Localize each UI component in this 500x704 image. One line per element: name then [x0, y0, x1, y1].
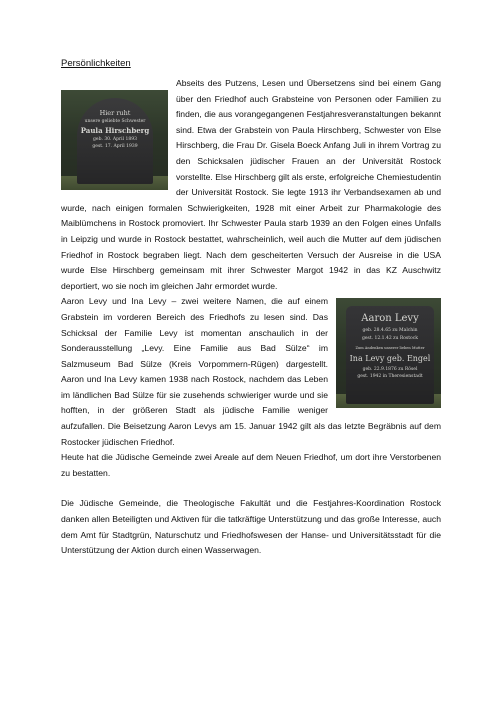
gravestone-levy: [346, 306, 434, 404]
inscription-line: unsere geliebte Schwester: [84, 118, 146, 124]
paragraph-thanks: Die Jüdische Gemeinde, die Theologische Fakultät und die Festjahres-Koordination Rostock danken allen Beteiligten und Aktiven für die tatkräftige Unterstützung und das große Interesse, auch dem Amt für Stadtgrün, Naturschutz und Friedhofswesen der Hanse- und Universitätsstadt für die Unterstützung der Aktion durch einen Wasserwagen.: [61, 498, 441, 556]
inscription-line: gest. 17. April 1939: [92, 143, 138, 149]
inscription-line: geb. 28.4.65 zu Malchin: [362, 328, 418, 334]
inscription-line: Hier ruht: [99, 109, 131, 117]
paragraph-hirschberg: Abseits des Putzens, Lesen und Übersetzens sind bei einem Gang über den Friedhof auch Grabsteine von Personen oder Familien zu finden, die aus vorangegangenen Festjahresveranstaltungen bekannt sind. Etwa der Grabstein von Paula Hirschberg, Schwester von Else Hirschberg, die Frau Dr. Gisela Boeck Anfang Juli in ihrem Vortrag zu den Schicksalen jüdischer Frauen an der Universität Rostock vorstellte. Else Hirschberg gilt als erste, erfolgreiche Chemiestudentin der Universität Rostock. Sie legte 1913 ihr Verbandsexamen ab und wurde, nach einigen formalen Schwierigkeiten, 1928 mit einer Arbeit zur Pharmakologie des Maiblümchens in Rostock promoviert. Ihr Schwester Paula starb 1939 an den Folgen eines Unfalls in Leipzig und wurde in Rostock bestattet, wahrscheinlich, weil auch die Mutter auf dem jüdischen Friedhof in Rostock begraben liegt. Nach dem gescheiterten Versuch der Ausreise in die USA wurde Else Hirschberg gemeinsam mit ihrer Schwester Margot 1942 in das KZ Auschwitz deportiert, wo sie noch im gleichen Jahr ermordet wurde.: [61, 78, 441, 291]
inscription-name: Paula Hirschberg: [80, 126, 150, 135]
inscription-line: gest. 1942 in Theresienstadt: [357, 374, 423, 380]
inscription-name: Ina Levy geb. Engel: [349, 353, 431, 363]
inscription-line: geb. 30. April 1893: [93, 137, 137, 142]
gravestone-paula: [77, 98, 153, 184]
gravestone-photo-paula-hirschberg: [61, 90, 168, 190]
spacer: [61, 481, 441, 496]
document-page: [61, 58, 441, 559]
gravestone-photo-levy: [336, 298, 441, 408]
inscription-name: Aaron Levy: [361, 313, 419, 325]
inscription-line: geb. 22.9.1876 zu Rösel: [362, 366, 418, 372]
inscription-line: gest. 12.1.42 zu Rostock: [362, 335, 418, 341]
paragraph-new-cemetery: Heute hat die Jüdische Gemeinde zwei Areale auf dem Neuen Friedhof, um dort ihre Verstorbenen zu bestatten.: [61, 452, 441, 478]
section-heading: Persönlichkeiten: [61, 58, 131, 69]
paragraph-levy: Aaron Levy und Ina Levy – zwei weitere Namen, die auf einem Grabstein im vorderen Bereich des Friedhofs zu lesen sind. Das Schicksal der Familie Levy ist momentan anschaulich in der Sonderausstellung „Levy. Eine Familie aus Bad Sülze“ im Salzmuseum Bad Sülze (Kreis Vorpommern-Rügen) dargestellt. Aaron und Ina Levy kamen 1938 nach Rostock, nachdem das Leben im ländlichen Bad Sülze für sie zusehends schwieriger wurde und sie hofften, in der größeren Stadt als jüdische Familie weniger aufzufallen. Die Beisetzung Aaron Levys am 15. Januar 1942 gilt als das letzte Begräbnis auf dem Rostocker jüdischen Friedhof.: [61, 296, 441, 447]
inscription-line: Zum Andenken unserer lieben Mutter: [355, 346, 425, 351]
